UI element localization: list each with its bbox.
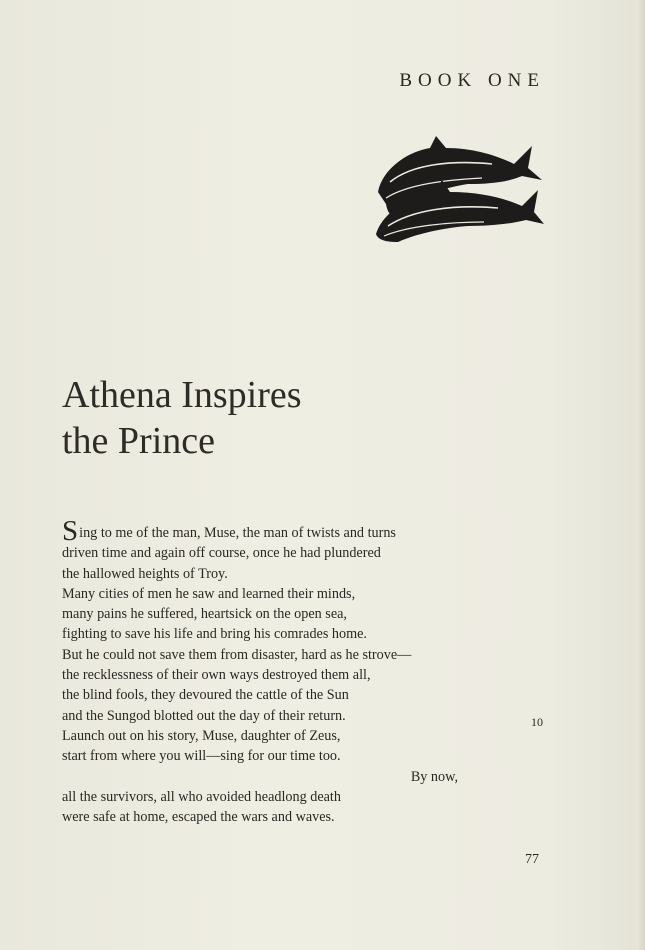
- poem-line: the blind fools, they devoured the cattle of the Sun: [62, 687, 349, 704]
- drop-cap: S: [62, 515, 79, 547]
- poem-line: the recklessness of their own ways destroyed them all,: [62, 667, 371, 684]
- poem-line: all the survivors, all who avoided headlong death: [62, 788, 341, 805]
- poem-line: the hallowed heights of Troy.: [62, 565, 228, 582]
- poem-line: But he could not save them from disaster, hard as he strove—: [62, 646, 412, 663]
- poem-line: Launch out on his story, Muse, daughter of Zeus,: [62, 727, 341, 744]
- poem-line: Sing to me of the man, Muse, the man of twists and turns: [62, 515, 396, 547]
- poem-line: driven time and again off course, once he had plundered: [62, 545, 381, 562]
- dolphins-icon: [372, 134, 544, 242]
- poem-line-indented: By now,: [410, 768, 458, 785]
- line-number: 10: [531, 715, 543, 729]
- page-number: 77: [525, 852, 539, 867]
- chapter-title-line-2: the Prince: [62, 420, 216, 462]
- poem-text: [62, 515, 462, 827]
- page-edge: [639, 0, 645, 950]
- poem-line: Many cities of men he saw and learned their minds,: [62, 585, 356, 602]
- poem-line: fighting to save his life and bring his comrades home.: [62, 626, 367, 643]
- poem-line: start from where you will—sing for our time too.: [62, 748, 341, 765]
- chapter-title: [62, 372, 302, 464]
- poem-line: and the Sungod blotted out the day of their return.: [62, 707, 346, 724]
- book-heading: BOOK ONE: [399, 70, 545, 91]
- poem-line: many pains he suffered, heartsick on the open sea,: [62, 606, 347, 623]
- poem-line: were safe at home, escaped the wars and waves.: [62, 809, 335, 826]
- chapter-title-line-1: Athena Inspires: [62, 374, 302, 416]
